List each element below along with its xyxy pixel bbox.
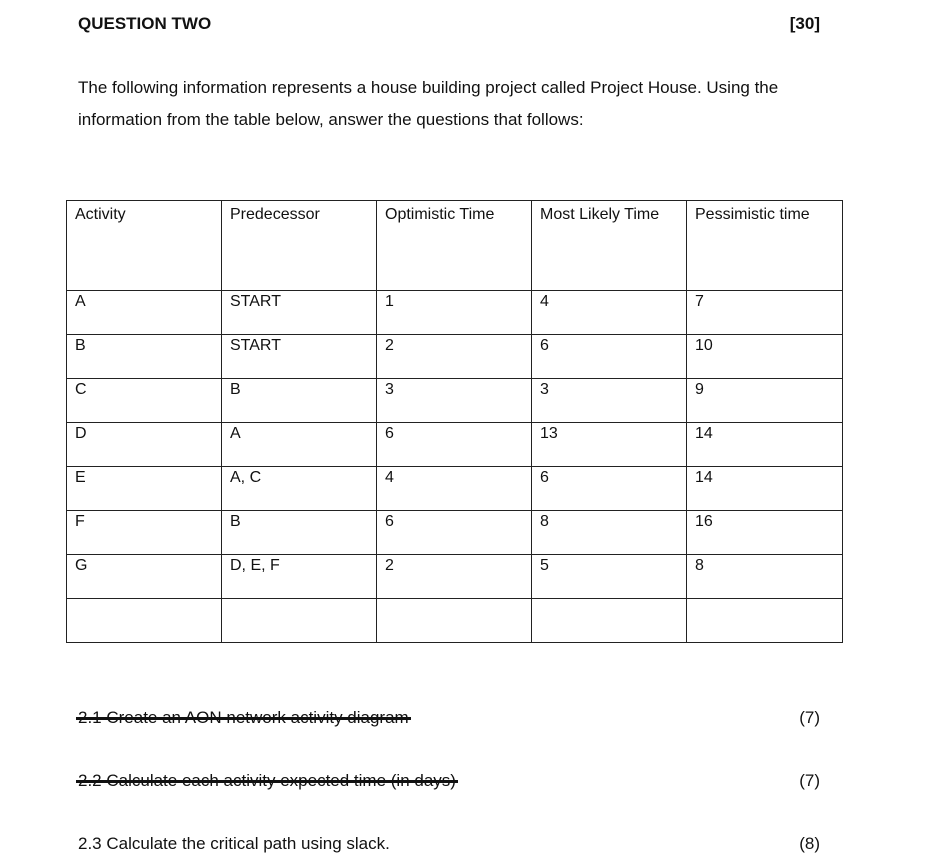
cell-pessimistic: 8 [687,555,843,599]
table-row [67,467,843,511]
cell-optimistic: 6 [377,423,532,467]
cell-optimistic: 1 [377,291,532,335]
cell-optimistic: 2 [377,335,532,379]
cell-most-likely: 6 [532,335,687,379]
cell-pessimistic: 9 [687,379,843,423]
cell-activity: G [67,555,222,599]
cell-pessimistic [687,599,843,643]
question-title: QUESTION TWO [78,14,212,33]
cell-activity [67,599,222,643]
cell-predecessor [222,599,377,643]
cell-activity: F [67,511,222,555]
question-2-3: 2.3 Calculate the critical path using slack. [78,834,390,853]
table-row [67,291,843,335]
cell-predecessor: D, E, F [222,555,377,599]
cell-predecessor: B [222,511,377,555]
question-2-2 [78,771,456,791]
header-pessimistic-time: Pessimistic time [687,201,843,291]
table-row [67,555,843,599]
cell-predecessor: START [222,291,377,335]
activity-table [66,200,843,643]
intro-paragraph [78,72,778,136]
cell-optimistic: 2 [377,555,532,599]
header-optimistic-time: Optimistic Time [377,201,532,291]
cell-activity: C [67,379,222,423]
cell-most-likely: 5 [532,555,687,599]
cell-optimistic [377,599,532,643]
header-most-likely-time: Most Likely Time [532,201,687,291]
header-activity: Activity [67,201,222,291]
table-row [67,379,843,423]
cell-most-likely: 8 [532,511,687,555]
cell-most-likely: 6 [532,467,687,511]
cell-most-likely: 13 [532,423,687,467]
cell-optimistic: 6 [377,511,532,555]
cell-pessimistic: 16 [687,511,843,555]
table-row-empty [67,599,843,643]
cell-optimistic: 4 [377,467,532,511]
cell-activity: D [67,423,222,467]
cell-most-likely [532,599,687,643]
intro-line-2: information from the table below, answer the questions that follows: [78,110,584,129]
table-header-row [67,201,843,291]
cell-pessimistic: 7 [687,291,843,335]
cell-activity: E [67,467,222,511]
cell-activity: B [67,335,222,379]
cell-predecessor: B [222,379,377,423]
question-2-3-marks: (8) [799,834,820,853]
total-marks: [30] [789,14,820,33]
header-predecessor: Predecessor [222,201,377,291]
question-2-1-marks: (7) [799,708,820,727]
cell-activity: A [67,291,222,335]
strikethrough-line [76,780,458,783]
cell-optimistic: 3 [377,379,532,423]
cell-pessimistic: 10 [687,335,843,379]
cell-predecessor: A [222,423,377,467]
cell-most-likely: 4 [532,291,687,335]
question-2-1-text [78,708,409,728]
cell-pessimistic: 14 [687,423,843,467]
cell-predecessor: A, C [222,467,377,511]
cell-most-likely: 3 [532,379,687,423]
strikethrough-line [76,717,411,720]
table-row [67,335,843,379]
question-2-2-text [78,771,456,791]
cell-pessimistic: 14 [687,467,843,511]
cell-predecessor: START [222,335,377,379]
table-row [67,511,843,555]
question-2-2-marks: (7) [799,771,820,790]
intro-line-1: The following information represents a house building project called Project House. Using the [78,78,779,97]
question-2-1 [78,708,409,728]
table-row [67,423,843,467]
